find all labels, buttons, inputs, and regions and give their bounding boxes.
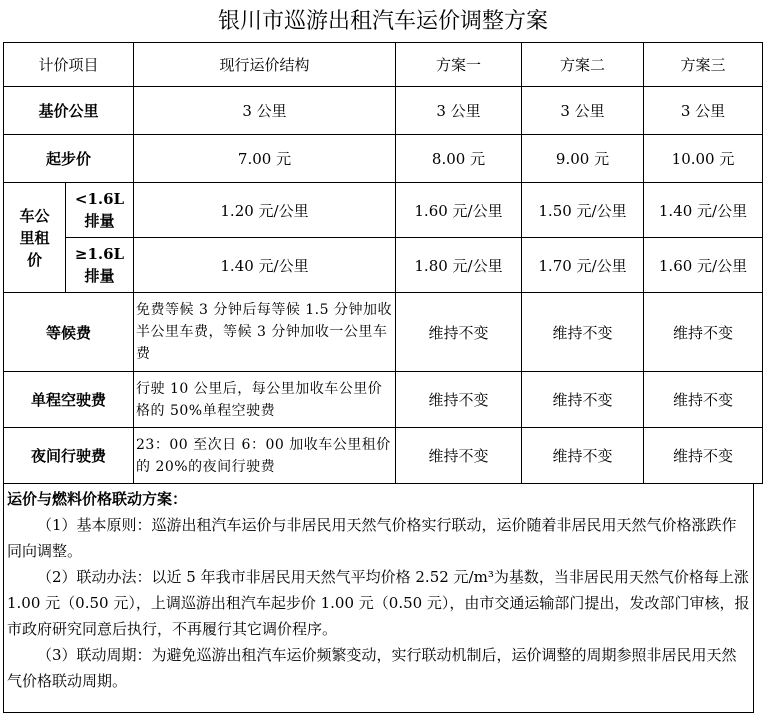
sub-label-small-engine (66, 183, 134, 238)
fuel-linkage-notes (3, 484, 754, 713)
large-engine-label-line1: ≥1.6L (74, 245, 125, 263)
header-plan1: 方案一 (396, 43, 522, 87)
row-label-waiting: 等候费 (4, 293, 134, 372)
small-engine-label-line1: <1.6L (74, 190, 125, 208)
cell-value: 1.50 元/公里 (522, 183, 644, 238)
cell-value: 8.00 元 (396, 135, 522, 183)
table-row (4, 428, 763, 484)
cell-value: 1.40 元/公里 (134, 238, 396, 293)
table-row (4, 293, 763, 372)
row-label-empty-return: 单程空驶费 (4, 372, 134, 428)
cell-description: 23：00 至次日 6：00 加收车公里租价的 20%的夜间行驶费 (134, 428, 396, 484)
cell-description: 行驶 10 公里后，每公里加收车公里价格的 50%单程空驶费 (134, 372, 396, 428)
cell-value: 维持不变 (522, 372, 644, 428)
cell-value: 维持不变 (522, 293, 644, 372)
per-km-label-line1: 车公 (19, 206, 50, 225)
row-label-night: 夜间行驶费 (4, 428, 134, 484)
small-engine-label-line2: 排量 (84, 212, 115, 230)
table-row (4, 238, 763, 293)
cell-value: 3 公里 (522, 87, 644, 135)
per-km-label-line2: 里租 (19, 228, 50, 247)
page-title: 银川市巡游出租汽车运价调整方案 (217, 9, 548, 34)
cell-value: 维持不变 (396, 293, 522, 372)
header-current: 现行运价结构 (134, 43, 396, 87)
header-plan2: 方案二 (522, 43, 644, 87)
notes-paragraph-cycle: （3）联动周期：为避免巡游出租汽车运价频繁变动，实行联动机制后，运价调整的周期参照非居民用天然气价格联动周期。 (7, 646, 737, 690)
row-label-base-distance: 基价公里 (4, 87, 134, 135)
fare-table (3, 42, 763, 484)
cell-value: 维持不变 (522, 428, 644, 484)
cell-value: 3 公里 (134, 87, 396, 135)
table-row (4, 183, 763, 238)
notes-paragraph-principle: （1）基本原则：巡游出租汽车运价与非居民用天然气价格实行联动，运价随着非居民用天然气价格涨跌作同向调整。 (7, 516, 737, 560)
header-item: 计价项目 (4, 43, 134, 87)
row-label-per-km (4, 183, 66, 293)
cell-value: 3 公里 (644, 87, 763, 135)
row-label-flag-fall: 起步价 (4, 135, 134, 183)
cell-value: 1.40 元/公里 (644, 183, 763, 238)
cell-value: 维持不变 (396, 428, 522, 484)
cell-value: 维持不变 (396, 372, 522, 428)
cell-value: 7.00 元 (134, 135, 396, 183)
large-engine-label-line2: 排量 (84, 267, 115, 285)
per-km-label-line3: 价 (26, 250, 42, 269)
sub-label-large-engine (66, 238, 134, 293)
cell-value: 1.60 元/公里 (396, 183, 522, 238)
cell-value: 10.00 元 (644, 135, 763, 183)
cell-value: 维持不变 (644, 428, 763, 484)
cell-value: 1.80 元/公里 (396, 238, 522, 293)
cell-value: 1.20 元/公里 (134, 183, 396, 238)
cell-value: 维持不变 (644, 293, 763, 372)
cell-value: 3 公里 (396, 87, 522, 135)
table-row (4, 372, 763, 428)
table-row (4, 87, 763, 135)
cell-value: 1.60 元/公里 (644, 238, 763, 293)
table-row (4, 135, 763, 183)
cell-value: 9.00 元 (522, 135, 644, 183)
notes-heading: 运价与燃料价格联动方案： (7, 490, 188, 508)
cell-value: 1.70 元/公里 (522, 238, 644, 293)
table-header-row (4, 43, 763, 87)
cell-value: 维持不变 (644, 372, 763, 428)
notes-paragraph-method: （2）联动办法：以近 5 年我市非居民用天然气平均价格 2.52 元/m³为基数，当非居民用天然气价格每上涨 1.00 元（0.50 元），上调巡游出租汽车起步价 1.00 元（0.50 元），由市交通运输部门提出，发改部门审核，报市政府研究同意后执行，不再履行其它调价程序。 (7, 568, 750, 638)
header-plan3: 方案三 (644, 43, 763, 87)
cell-description: 免费等候 3 分钟后每等候 1.5 分钟加收半公里车费，等候 3 分钟加收一公里车费 (134, 293, 396, 372)
